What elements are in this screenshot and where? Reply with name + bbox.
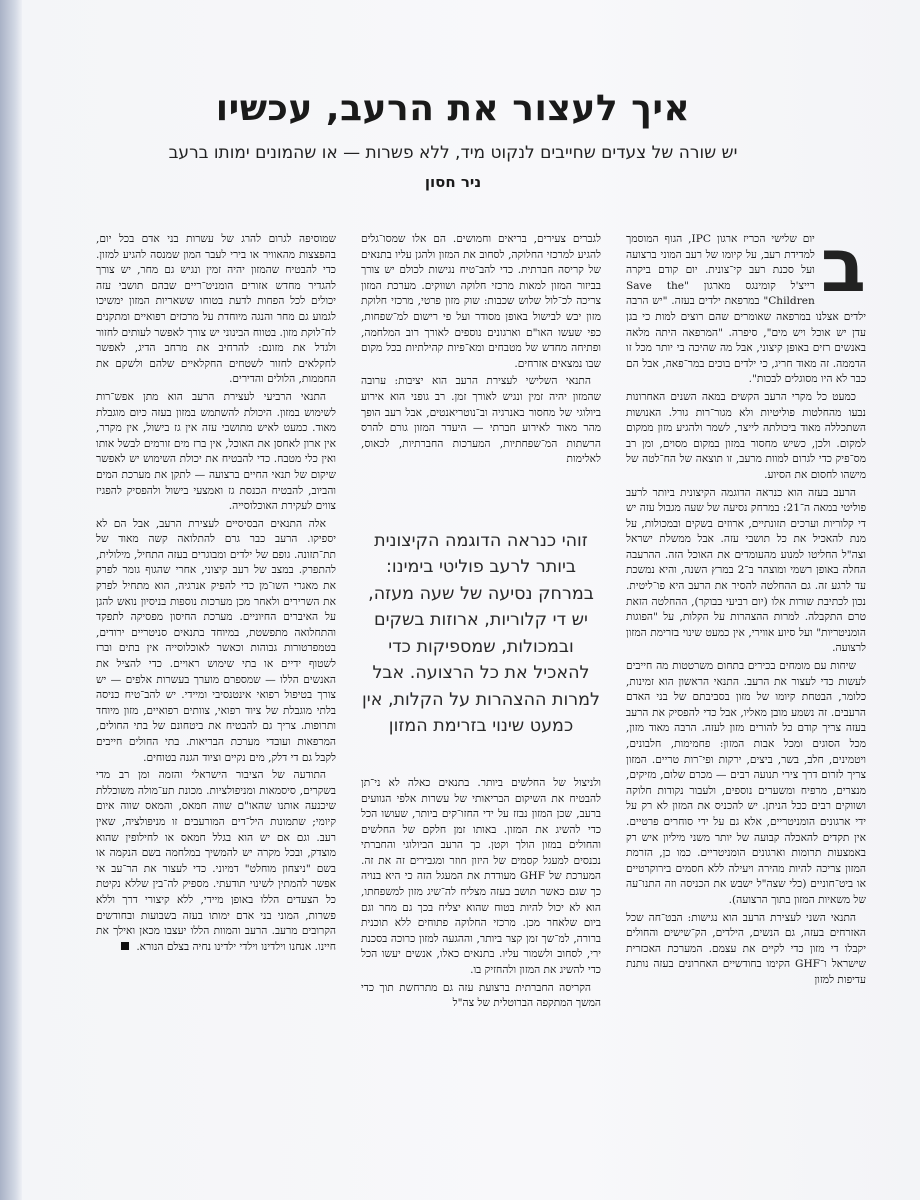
paragraph: יום שלישי הכריז ארגון IPC, הגוף המוסמך למדידת רעב, על קיומו של רעב המוני ברצועה ועל סכנת רעב קי־צונית. יום קודם ביקרה רייצ'ל קומינגס מארגון "Save the Children" במרפאת ילדים בעזה. "יש הרבה ילדים אצלנו במרפאה שאומרים שהם רוצים למות כי בגן עדן יש אוכל ויש מים", סיפרה. "המרפאה היתה מלאה באנשים רזים באופן קיצוני, אבל מה שהיכה בי יותר מכל זו הדממה. זה מאוד חריג, כי ילדים בוכים במר־פאה, אבל הם כבר לא היו מסוגלים לבכות". <box>626 233 866 386</box>
column-left <box>96 232 336 1172</box>
article-author: ניר חסון <box>424 173 482 191</box>
paragraph: לגברים צעירים, בריאים וחמושים. הם אלו שמסו־גלים להגיע למרכזי החלוקה, לסחוב את המזון ולהגן עליו בתנאים של קריסה חברתית. כדי להב־טיח נגישות לכולם יש צורך בביזור המזון למאות מרכזי חלוקה ושווקים. מערכת המזון צריכה לכ־לול שלוש שכבות: שוק מזון פרטי, מרכזי חלוקת מזון יבש לבישול באופן מסודר ועל פי רישום למ־שפחות, כפי שעשו האו"ם וארגונים נוספים לאורך רוב המלחמה, ופתיחה מחדש של מטבחים ומא־פיות קהילתיות בכל מקום שבו נמצאים אזרחים. <box>361 233 601 370</box>
paragraph: אלה התנאים הבסיסיים לעצירת הרעב, אבל הם לא יספיקו. הרעב כבר גרם להתלואה קשה מאוד של תת־תזונה. גופם של ילדים ומבוגרים בעזה התחיל, מילולית, להתפרק. במצב של רעב קיצוני, אחרי שהגוף גומר לפרק את מאגרי השו־מן כדי להפיק אנרגיה, הוא מתחיל לפרק את השרירים ולאחר מכן מערכות נוספות בניסיון נואש להגן על האיברים החיוניים. מערכת החיסון מפסיקה לתפקד והתחלואה מתפשטת, במיוחד בתנאים סניטריים ירודים, בטמפרטורות גבוהות וכאשר לאוכלוסייה אין בתים וברז לשטוף ידיים או בתי שימוש ראויים. כדי להציל את האנשים הללו — שמספרם מוערך בעשרות אלפים — יש צורך בטיפול רפואי אינטנסיבי ומיידי. יש להב־טיח כניסה בלתי מוגבלת של ציוד רפואי, צוותים רפואיים, מזון מיוחד ותרופות. צריך גם להבטיח את ביטחונם של בתי החולים, המרפאות ועובדי מערכת הבריאות. בתי החולים חייבים לקבל גם די דלק, מים נקיים וציוד הגנה בטוחים. <box>96 517 336 764</box>
paragraph: התנאי השני לעצירת הרעב הוא נגישות: הבט־חה שכל האזרחים בעזה, גם הנשים, הילדים, הק־שישים והחולים יקבלו די מזון כדי לקיים את עצמם. המערכת האכזרית שישראל ו־GHF הקימו בחודשיים האחרונים בעזה נותנת עדיפות למזון <box>626 911 866 986</box>
column-middle <box>361 232 601 1172</box>
paragraph: כמעט כל מקרי הרעב הקשים במאה השנים האחרונות נבעו מהחלטות פוליטיות ולא מגור־רות גורל. האנושות השתכללה מאוד ביכולתה לייצר, לשמר ולהגיע מזון ממקום למקום. ולכן, כשיש מחסור במזון במקום מסוים, ומן רב מס־פיק כדי לגרום למוות מרעב, זו תוצאה של הח־לטה של מישהו לחסום את הסיוע. <box>626 390 866 481</box>
article-subtitle: יש שורה של צעדים שחייבים לנקוט מיד, ללא פשרות — או שהמונים ימותו ברעב <box>168 143 738 163</box>
paragraph-text: התודעה של הציבור הישראלי והזמה ומן רב מדי בשקרים, סיסמאות ומניפולציות. מכונת תע־מולה משוכללת שיכנעה אותנו שהאו"ם שווה חמאס, והמאס שווה איום קיומי; שתמונות היל־דים המורעבים זו מניפולציה, שאין רעב. וגם אם יש הוא בגלל חמאס או לחילופין שהוא מוצדק, ובכל מקרה יש להמשיך במלחמה בשם הנקמה או בשם "ניצחון מוחלט" דמיוני. כדי לעצור את הר־עב אי אפשר להמתין לשינוי תודעתי. מספיק לה־בין שללא נקיטת כל הצעדים הללו באופן מיידי, ללא קיצורי דרך וללא פשרות, המוני בני אדם ימותו בעזה בשבועות ובחודשים הקרובים מרעב. הרעב והמוות הללו יעצבו מכאן ואילך את חיינו. אנחנו וילדינו וילדי ילדינו נחיה בצלם הנורא. <box>96 769 336 953</box>
column-right <box>626 232 866 1172</box>
article-body <box>96 232 866 1172</box>
paragraph: התנאי הרביעי לעצירת הרעב הוא מתן אפש־רות לשימוש במזון. היכולת להשתמש במזון בעזה כיום מוגבלת מאוד. כמעט לאיש מתושבי עזה אין גז בישול, אין מקרר, אין ארון לאחסן את האוכל, אין ברז מים זורמים לבשל אותו ואין כלי מטבח. כדי להבטיח את יכולת השימוש יש לאפשר שיקום של תנאי החיים ברצועה — לתקן את מערכת המים והביוב, להבטיח הכנסת גז ואמצעי בישול ולהפסיק להפגיז צווים לעקירת האוכלוסייה. <box>96 390 336 513</box>
paragraph: שמוסיפה לגרום להרג של עשרות בני אדם בכל יום, בהפצצות מהאוויר או בירי לעבר המון שמנסה להגיע למזון. כדי להבטיח שהמזון יהיה זמין ונגיש גם מחר, יש צורך להגדיר מחדש אזורים הומניט־ריים שבהם תושבי עזה יכולים לכל הפחות לדעת בטוחו ששאריות המזון ימשיכו לגמוע גם מחר והנגה מיוחדת על מרכזים רפואיים ומתקנים לח־לוקת מזון. בטווח הבינוני יש צורך לאפשר לעותים לחזור ולגדל את מזונם: להרחיב את מרחב הדיג, לאפשר לחקלאים לחזור לשטחים החקלאיים שלהם ולשקם את החממות, הלולים והדירים. <box>96 233 336 386</box>
pull-quote: זוהי כנראה הדוגמה הקיצונית ביותר לרעב פוליטי בימינו: במרחק נסיעה של שעה מעזה, יש די קלוריות, ארוזות בשקים ובמכולות, שמספיקות כדי להאכיל את כל הרצועה. אבל למרות ההצהרות על הקלות, אין כמעט שינוי בזרימת המזון <box>362 530 600 737</box>
paragraph: שיחות עם מומחים בכירים בתחום משרטטות מה חייבים לעשות כדי לעצור את הרעב. התנאי הראשון הוא זמינות, כלומר, הבטחת קיומו של מזון בסביבתם של בני האדם הרעבים. זה נשמע מובן מאליו, אבל כדי להפסיק את הרעב בעזה צריך קודם כל להורים מזון לעזה. הרבה מאוד מזון, מכל הסוגים ומכל אבות המזון: פחמימות, חלבונים, ויטמינים, חלב, בשר, ביצים, ירקות ופי־רות טריים. המזון צריך לזרום דרך צירי תנועה רבים — מכרם שלום, מזיקים, מנצרים, מרפיח ומשערים נוספים, ולעבור נקודות חלוקה ושווקים רבים ככל הניתן. יש להכניס את המזון לא רק על ידי ארגונים הומניטריים, אלא גם על ידי סוחרים פרטיים. אין תקדים להאכלה קבועה של יותר משני מיליון איש רק באמצעות תרומות וארגונים הומניטריים. כמו כן, הזרמת המזון צריכה להיות מהירה ויעילה ללא חסמים בירוקרטיים או ביט־חוניים (כלי שצה"ל ישבש את הכניסה וזה התנו־עה של משאיות המזון בתוך הרצועה). <box>626 660 866 906</box>
end-mark-icon <box>121 942 129 950</box>
paragraph-last <box>96 768 336 955</box>
page-spine-shadow <box>0 0 22 1200</box>
paragraph: הרעב בעזה הוא כנראה הדוגמה הקיצונית ביותר לרעב פוליטי במאה ה־21: במרחק נסיעה של שעה מגבול עזה יש די קלוריות וערכים תזונתיים, ארוזים בשקים ובמכולות, על מנת להאכיל את כל תושבי עזה. אבל ממשלת ישראל וצה"ל החליטו למנוע מהעומדים את האוכל הזה. ההרעבה החלה באופן רשמי ומוצהר ב־2 במרץ השנה, והיא נמשכת עד לרגע זה. גם ההחלטה להסיר את הרעב היא פו־ליטית. נכון לכתיבת שורות אלו (יום רביעי בבוקר), ההחלטה הזאת טרם התקבלה. למרות ההצהרות על הקלות, על "הפוגות הומניטריות" ועל סיוע אווירי, אין כמעט שינוי בזרימת המזון לרצועה. <box>626 486 866 655</box>
paragraph: התנאי השלישי לעצירת הרעב הוא יציבות: ערובה שהמזון יהיה זמין ונגיש לאורך זמן. רב גופני הוא אירוע ביולוגי של מחסור באנרגיה וב־נוטריאנטים, אבל רעב הופך מהר מאוד לאירוע חברתי — היעדר המזון גורם להרס הרשתות המ־שפחתיות, המערכות החברתיות, לכאוס, לאלימות <box>361 375 601 466</box>
article-title: איך לעצור את הרעב, עכשיו <box>215 88 691 129</box>
paragraph: ולניצול של החלשים ביותר. בתנאים כאלה לא ני־תן להבטיח את השיקום הבריאותי של עשרות אלפי הגוועים ברעב, שכן המזון נבזז על ידי החזו־קים ביותר, שעושו הכל כדי להשיג את המזון. באותו זמן חלקם של החלשים והחולים במזון הולך וקטן. כך הרעב הביולוגי והחברתי נכנסים למעגל קסמים של היזון חוזר ומגבירים זה את זה. המערכת של GHF מעודדת את המעגל הזה כי היא בנויה כך שגם כאשר תושב בעזה מצליח לה־שיג מזון למשפחתו, הוא לא יכול להיות בטוח שהוא יצליח בכך גם מחר וגם ביום שלאחר מכן. מרכזי החלוקה פתוחים ללא תוכנית ברורה, למ־שך זמן קצר ביותר, וההגעה למזון כרוכה בסכנת ירי, לסחוב ולשמור עליו. בתנאים כאלו, אנשים יעשו הכל כדי להשיג את המזון ולהחזיק בו. <box>361 776 601 977</box>
drop-cap: ב <box>820 232 866 309</box>
paragraph: הקריסה החברתית ברצועת עזה גם מתרחשת תוך כדי המשך המתקפה הברוטלית של צה"ל <box>361 981 601 1010</box>
